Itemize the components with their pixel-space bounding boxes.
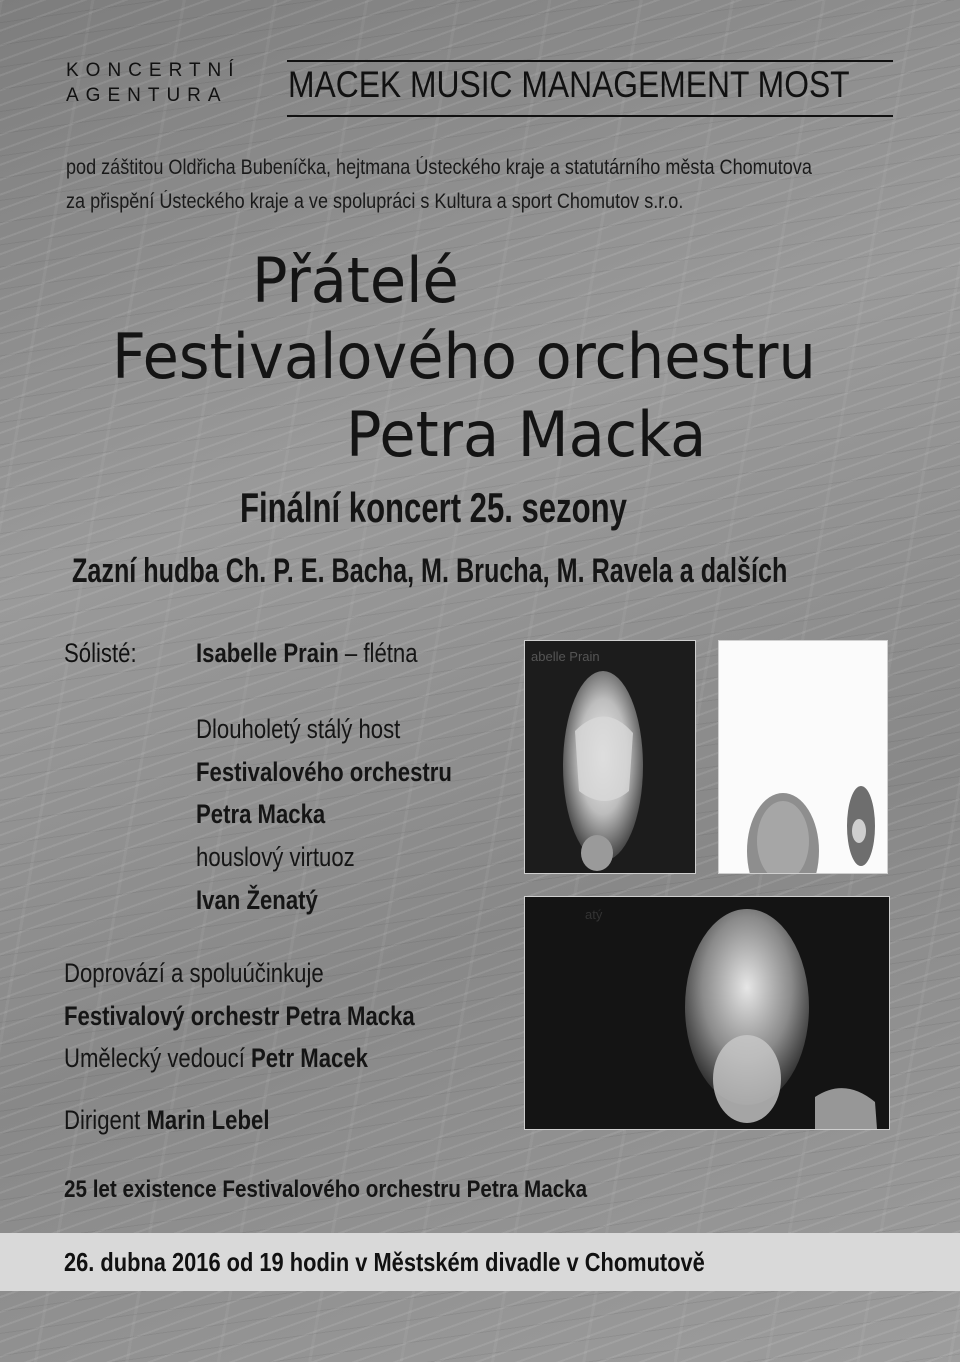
artistic-director-name: Petr Macek — [251, 1043, 368, 1073]
photo-violinist-caption: atý — [585, 907, 603, 922]
photo-flautist-image — [525, 641, 695, 873]
agency-label-line1: KONCERTNÍ — [66, 60, 241, 81]
agency-label-line2: AGENTURA — [66, 85, 228, 106]
management-name: MACEK MUSIC MANAGEMENT MOST — [288, 64, 850, 105]
accompaniment-line1: Doprovází a spoluúčinkuje — [64, 958, 324, 988]
event-date: 26. dubna 2016 od 19 hodin v Městském divadle v Chomutově — [64, 1247, 705, 1277]
patronage-line2: za přispění Ústeckého kraje a ve spolupráci s Kultura a sport Chomutov s.r.o. — [66, 190, 684, 213]
title-line3: Petra Macka — [346, 398, 707, 471]
soloists-label: Sólisté: — [64, 638, 137, 668]
soloist-flute — [196, 638, 418, 669]
conductor-name: Marin Lebel — [146, 1105, 270, 1135]
photo-violinist-image — [525, 897, 889, 1129]
photo-violinist — [524, 896, 890, 1130]
guest-line1: Dlouholetý stálý host — [196, 714, 401, 744]
management-top-rule — [287, 60, 893, 62]
conductor-label: Dirigent — [64, 1105, 147, 1135]
guest-name-violinist: Ivan Ženatý — [196, 885, 318, 915]
photo-flautist-caption: abelle Prain — [531, 649, 600, 664]
soloist-flute-name: Isabelle Prain — [196, 638, 339, 668]
anniversary-line: 25 let existence Festivalového orchestru Petra Macka — [64, 1176, 588, 1203]
program-description: Zazní hudba Ch. P. E. Bacha, M. Brucha, M. Ravela a dalších — [72, 552, 788, 590]
accompaniment-orchestra: Festivalový orchestr Petra Macka — [64, 1001, 415, 1031]
title-line1: Přátelé — [252, 244, 459, 317]
artistic-director-label: Umělecký vedoucí — [64, 1043, 252, 1073]
title-line2: Festivalového orchestru — [112, 320, 816, 393]
soloist-flute-role: – flétna — [338, 638, 418, 668]
artistic-director — [64, 1043, 368, 1074]
guest-line2: Festivalového orchestru — [196, 757, 452, 787]
photo-flautist — [524, 640, 696, 874]
concert-subtitle: Finální koncert 25. sezony — [240, 484, 627, 531]
patronage-line1: pod záštitou Oldřicha Bubeníčka, hejtmana Ústeckého kraje a statutárního města Chomutova — [66, 156, 812, 179]
management-bottom-rule — [287, 115, 893, 117]
photo-orchestra-members — [718, 640, 888, 874]
guest-line4: houslový virtuoz — [196, 842, 355, 872]
guest-line3: Petra Macka — [196, 799, 326, 829]
photo-orchestra-image — [719, 641, 887, 873]
conductor — [64, 1105, 269, 1136]
